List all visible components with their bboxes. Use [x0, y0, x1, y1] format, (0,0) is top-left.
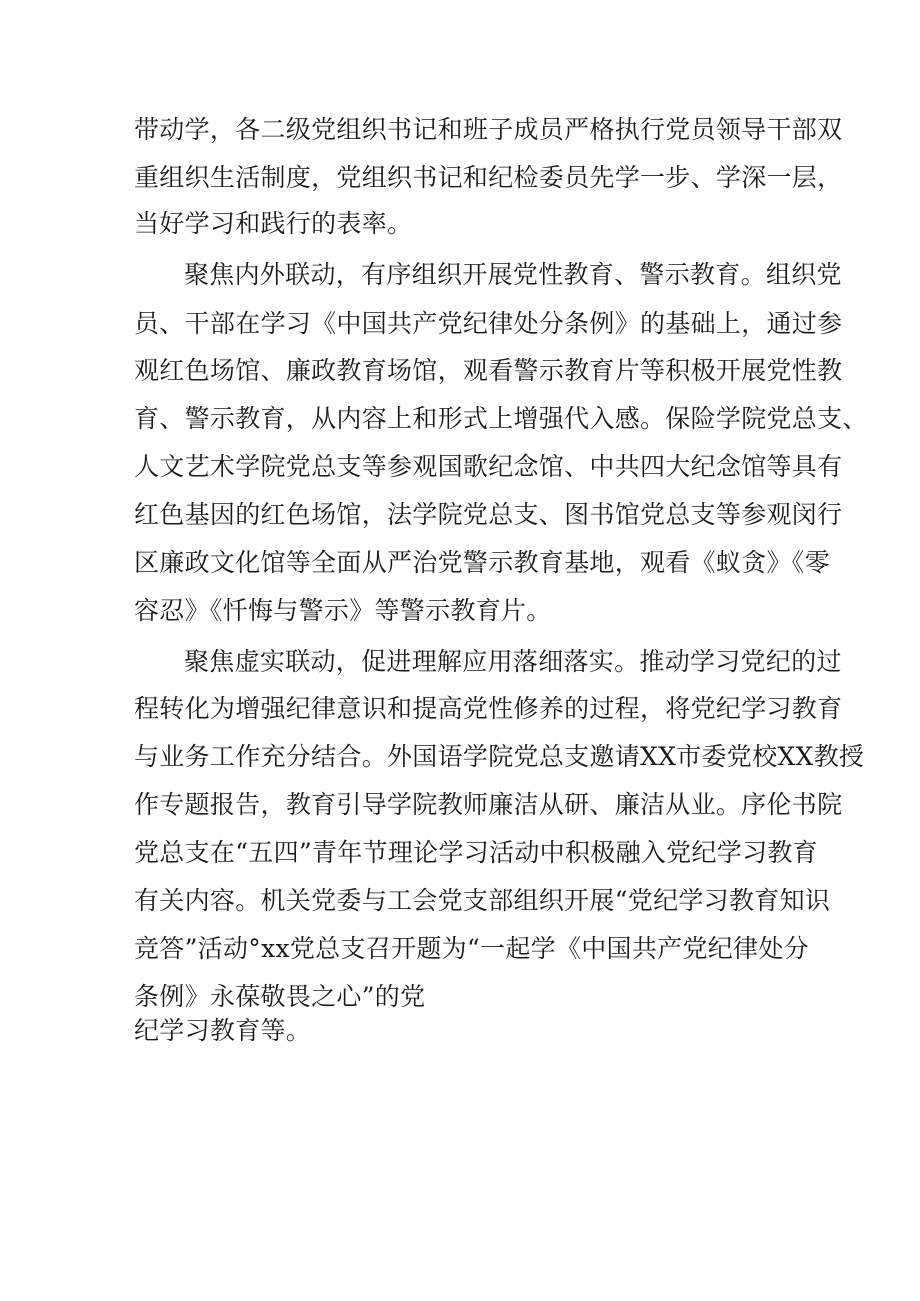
text-line: 作专题报告，教育引导学院教师廉洁从研、廉洁从业。序伦书院	[134, 790, 843, 819]
text-line: 有关内容。机关党委与工会党支部组织开展“党纪学习教育知识	[134, 886, 831, 915]
text-line: 观红色场馆、廉政教育场馆，观看警示教育片等积极开展党性教	[134, 356, 843, 385]
text-line: 聚焦虚实联动，促进理解应用落细落实。推动学习党纪的过	[184, 647, 842, 676]
text-line: 当好学习和践行的表率。	[134, 209, 413, 238]
text-line: 容忍》《忏悔与警示》等警示教育片。	[134, 596, 552, 625]
text-line: 条例》永葆敬畏之心”的党	[134, 982, 426, 1011]
text-line: 聚焦内外联动，有序组织开展党性教育、警示教育。组织党	[184, 260, 842, 289]
text-line: 程转化为增强纪律意识和提高党性修养的过程，将党纪学习教育	[134, 694, 843, 723]
text-line: 区廉政文化馆等全面从严治党警示教育基地，观看《蚁贪》《零	[134, 548, 830, 577]
text-line: 竞答”活动°xx党总支召开题为“一起学《中国共产党纪律处分	[134, 934, 809, 963]
text-line: 员、干部在学习《中国共产党纪律处分条例》的基础上，通过参	[134, 309, 843, 338]
text-line: 带动学，各二级党组织书记和班子成员严格执行党员领导干部双	[134, 115, 843, 144]
text-line: 纪学习教育等。	[134, 1016, 312, 1045]
text-line: 红色基因的红色场馆，法学院党总支、图书馆党总支等参观闵行	[134, 500, 843, 529]
text-line: 育、警示教育，从内容上和形式上增强代入感。保险学院党总支、	[134, 404, 868, 433]
text-line: 重组织生活制度，党组织书记和纪检委员先学一步、学深一层，	[134, 163, 843, 192]
text-line: 与业务工作充分结合。外国语学院党总支邀请XX市委党校XX教授	[134, 742, 865, 771]
text-line: 人文艺术学院党总支等参观国歌纪念馆、中共四大纪念馆等具有	[134, 452, 843, 481]
text-line: 党总支在“五四”青年节理论学习活动中积极融入党纪学习教育	[134, 838, 818, 867]
